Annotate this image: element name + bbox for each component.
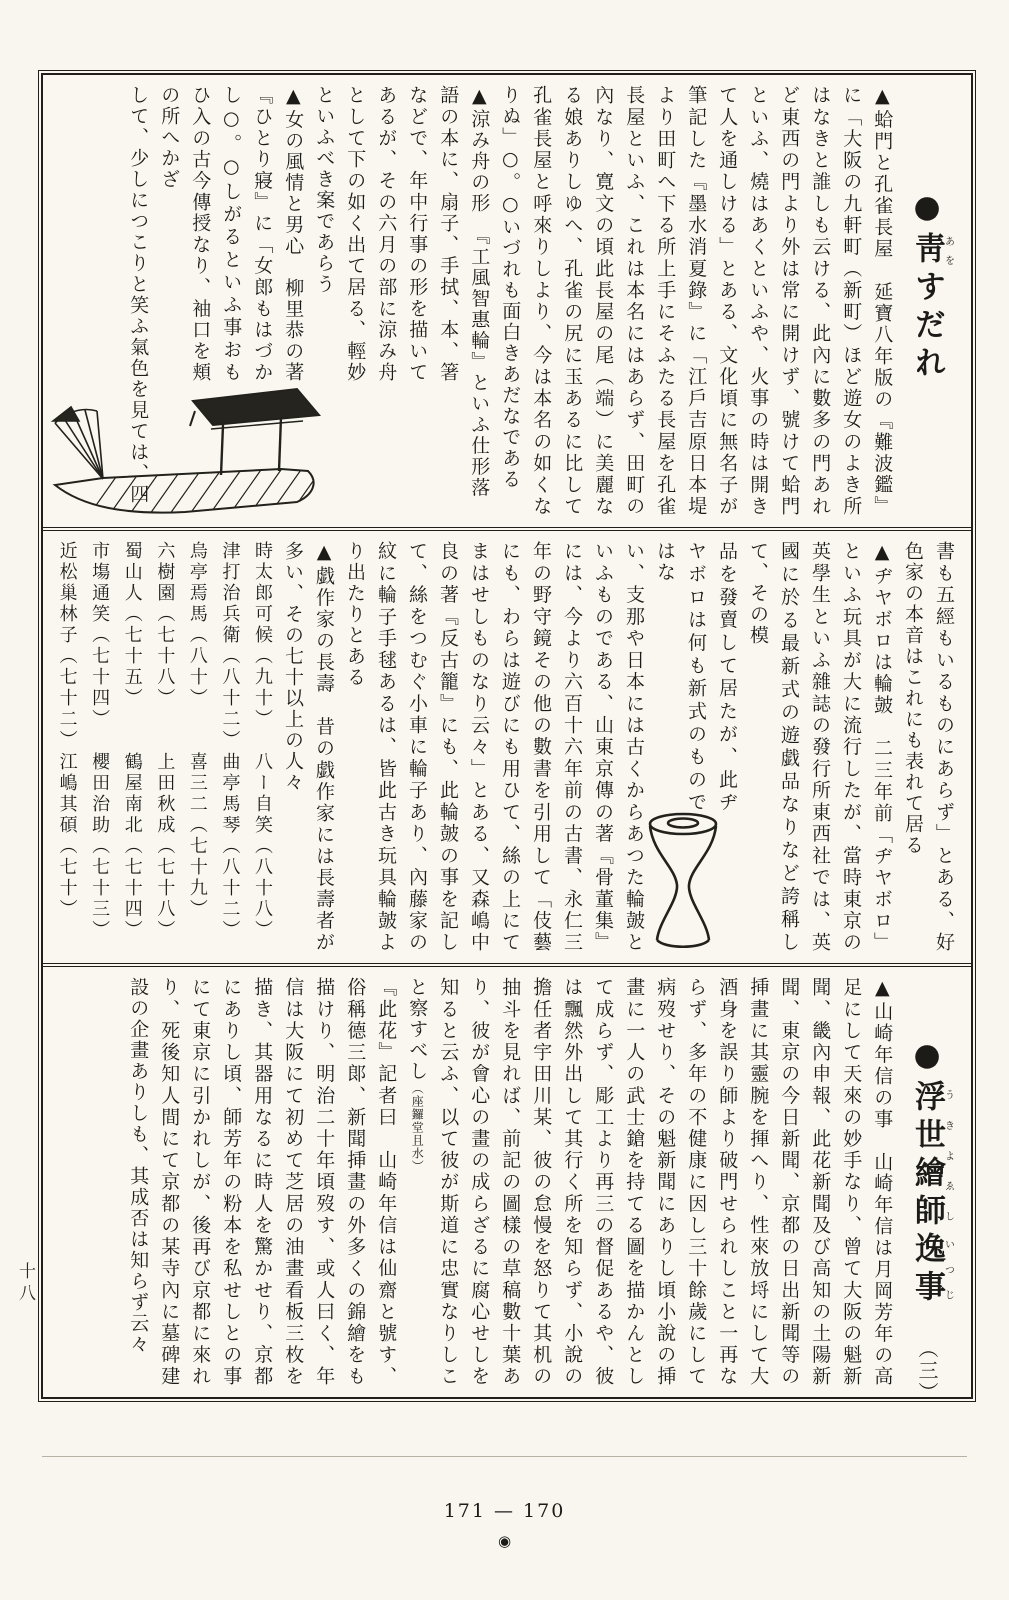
list-item: 市塲通笑（七十四） — [89, 541, 111, 730]
list-item: 時太郎可候（九十） — [252, 541, 273, 730]
paragraph-suzumibune-rest: 語の本に、扇子、手拭、本、箸などで、年中行事の形を描いてあるが、その六月の部に涼み舟として下の如く出て居る、輕妙といふべき案であらう — [313, 85, 460, 383]
list-item: 烏亭焉馬（八十） — [186, 541, 208, 709]
title-ruby: 浮世繪師うきよゑし — [909, 1080, 954, 1232]
longevity-name-list — [51, 541, 277, 953]
paragraph-dyabolo-3: い、支那や日本には古くからあつた輪皷といふものである、山東京傳の著『骨董集』には、今より六百十六年前の古書、永仁三年の野守鏡その他の數書を引用して「伎藝にも、わらは遊びにも用ひて、絲の上にてまはせしものなり云々」とある、又森嶋中良の著『反古籠』にも、此輪皷の事を記して、絲をつむぐ小車に輪子あり、內藤家の紋に輪子手毬あるは、皆此古き玩具輪皷より出たりとある — [344, 541, 645, 954]
list-item: 上田秋成（七十八） — [154, 752, 176, 941]
boat-illustration — [45, 381, 323, 521]
paragraph-suzumibune-head: ▲涼み舟の形 『工風智惠輪』といふ仕形落 — [468, 85, 491, 499]
list-item: 八ー自笑（八十八） — [252, 752, 273, 941]
page-numbers: 171 — 170 — [443, 1500, 566, 1522]
diabolo-illustration — [635, 809, 731, 955]
page-frame-inner — [41, 73, 973, 1404]
title-ruby: 逸事いつじ — [909, 1232, 954, 1308]
section-dyabolo-body — [55, 541, 959, 953]
installment-number: （三） — [915, 1338, 939, 1404]
list-item: 曲亭馬琴（八十二） — [219, 752, 241, 941]
paragraph-yamazaki-toshinobu: ▲山崎年信の事 山崎年信は月岡芳年の高足にして天來の妙手なり、曾て大阪の魁新聞、畿內申報、此花新聞及び高知の土陽新聞、東京の今日新聞、京都の日出新聞等の挿畫に其靈腕を揮へり、性來放埒にして大酒身を誤り師より破門せられしこと一再ならず、多年の不健康に因し三十餘歲にして病歿せり、その魁新聞にありし頃小說の挿畫に一人の武士鎗を持てる圖を描かんとして成らず、彫工より再三の督促あるや、彼は飄然外出して其行く所を知らず、小說の擔任者宇田川某、彼の怠慢を怒りて其机の抽斗を見れば、前記の圖樣の草稿數十葉あり、彼が會心の畫の成らざるに腐心せしを知ると云ふ、以て彼が斯道に忠實なりしこと察すべし（座鑼堂且水） — [406, 977, 894, 1387]
section-title-ukiyoeshi — [907, 977, 953, 1447]
list-item: 近松巢林子（七十二） — [56, 541, 78, 751]
title-ruby: 靑あを — [909, 232, 954, 270]
list-item: 喜三二（七十九） — [186, 752, 208, 920]
list-item: 蜀山人（七十五） — [121, 541, 143, 709]
section-ukiyoeshi-body — [55, 977, 959, 1404]
paragraph-onna-fuzei: ▲女の風情と男心 柳里恭の著『ひとり寢』に「女郎もはづかし○。○しがるといふ事おもひ入の古今傳授なり、袖口を頬の所へかざ — [158, 85, 305, 383]
paragraph-carryover: 書も五經もいるものにあらず」とある、好色家の本音はこれにも表れて居る — [902, 541, 955, 953]
footer-rule — [42, 1456, 967, 1457]
paragraph-konohana-kisha: 『此花』記者曰 山崎年信は仙齋と號す、俗稱德三郞、新聞挿畫の外多くの錦繪をも描けり、明治二十年頃歿す、或人曰く、年信は大阪にて初めて芝居の油畫看板三枚を描き、其器用なるに時人を驚かせり、京都にありし頃、師芳年の粉本を私せしとの事にて東京に引かれしが、後再び京都に來れり、死後知人間にて京都の某寺內に墓碑建設の企畫ありしも、其成否は知らず云々 — [127, 977, 398, 1387]
footer-mark-icon: ◉ — [497, 1532, 512, 1550]
title-rest: すだれ — [909, 270, 945, 384]
page-frame — [38, 70, 976, 1402]
paragraph-onna-fuzei-end: して、少しにつこりと笑ふ氣色を見ては、四 — [127, 85, 150, 505]
paragraph-gesakka-choju: ▲戯作家の長壽 昔の戯作家には長壽者が多い、その七十以上の人々 — [282, 541, 335, 953]
folio-label: 十八 — [15, 1262, 35, 1306]
list-item: 鶴屋南北（七十四） — [121, 752, 143, 941]
section-ukiyoeshi — [43, 967, 971, 1404]
list-item: 六樹園（七十八） — [154, 541, 176, 709]
paragraph-hamagurimon: ▲蛤門と孔雀長屋 延寶八年版の『難波鑑』に「大阪の九軒町（新町）ほど遊女のよき所はなきと誰しも云ける、此內に數多の門あれど東西の門より外は常に開けず、號けて蛤門といふ、燒はあくといふや、火事の時は開きて人を通しける」とある、文化頃に無名子が筆記した『墨水消夏錄』に「江戶吉原日本堤より田町へ下る所上手にそふたる長屋を孔雀長屋といふ、これは本名にはあらず、田町の內なり、寛文の頃此長屋の尾（端）に美麗なる娘ありしゆへ、孔雀の尻に玉あるに比して孔雀長屋と呼來りしより、今は本名の如くなりぬ」○。○いづれも面白きあだなである — [499, 85, 894, 518]
section-aosudare — [43, 75, 971, 527]
list-item: 江嶋其碩（七十） — [56, 752, 78, 920]
paragraph-dyabolo-1: ▲ヂヤボロは輪皷 二三年前「ヂヤボロ」といふ玩具が大に流行したが、當時東京の英學生といふ雜誌の發行所東西社では、英國に於る最新式の遊戯品なりなど誇稱して、その模 — [747, 541, 893, 953]
title-bullet-icon: ● — [909, 189, 945, 232]
attribution-note: （座鑼堂且水） — [410, 1082, 425, 1173]
paragraph-dyabolo-2: 品を發賣して居たが、此ヂヤボロは何も新式のものではな — [654, 541, 738, 813]
title-bullet-icon: ● — [909, 1037, 945, 1080]
list-item: 津打治兵衛（八十二） — [219, 541, 241, 751]
section-dyabolo — [43, 531, 971, 963]
list-item: 櫻田治助（七十三） — [89, 752, 111, 941]
